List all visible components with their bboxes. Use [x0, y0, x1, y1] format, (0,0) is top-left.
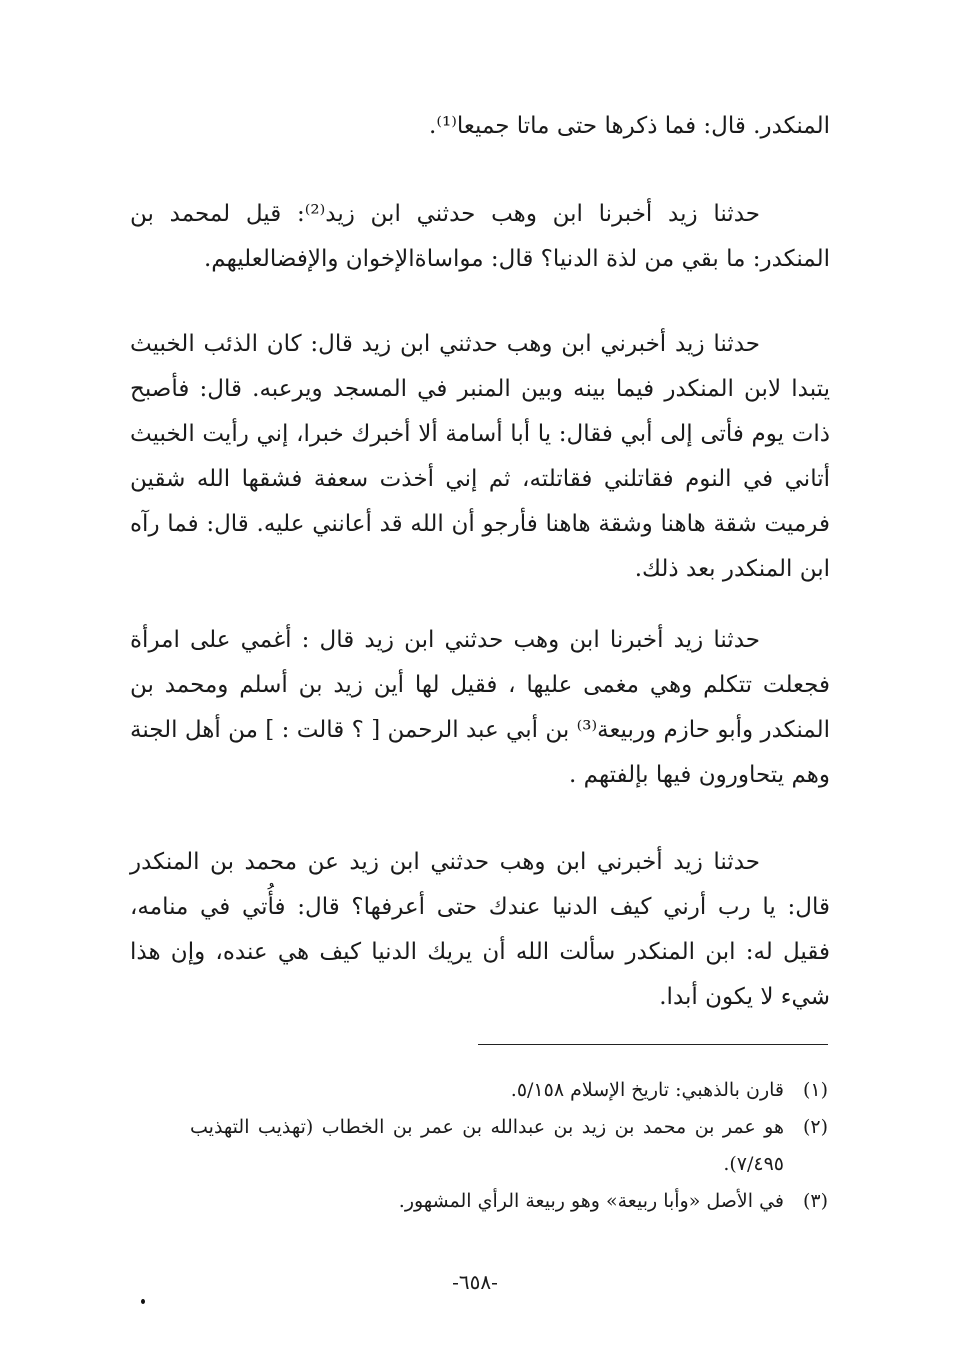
footnote-1: [190, 1072, 828, 1109]
footnote-text: في الأصل «وأبا ربيعة» وهو ربيعة الرأي المشهور.: [398, 1190, 784, 1212]
footnote-text: قارن بالذهبي: تاريخ الإسلام ٥/١٥٨.: [510, 1079, 784, 1101]
page-number: -٦٥٨-: [452, 1270, 498, 1294]
paragraph-5: [130, 840, 830, 1020]
footnote-number: (٢): [802, 1116, 828, 1138]
footnote-number: (١): [802, 1079, 828, 1101]
footnotes: [190, 1072, 828, 1220]
footnote-text: هو عمر بن محمد بن زيد بن عبدالله بن عمر بن الخطاب (تهذيب التهذيب ٧/٤٩٥).: [190, 1116, 784, 1175]
paragraph-text: المنكدر. قال: فما ذكرها حتى ماتا جميعا⁽¹⁾.: [429, 113, 830, 139]
paragraph-text: حدثنا زيد أخبرني ابن وهب حدثني ابن زيد عن محمد بن المنكدر قال: يا رب أرني كيف الدنيا عندك حتى أعرفها؟ قال: فأُتي في منامه، فقيل له: ابن المنكدر سألت الله أن يريك الدنيا كيف هي عنده، وإن هذا شيء لا يكون أبدا.: [130, 849, 830, 1010]
paragraph-text: حدثنا زيد أخبرنا ابن وهب حدثني ابن زيد قال : أغمي على امرأة فجعلت تتكلم وهي مغمى عليها ، فقيل لها أين زيد بن أسلم ومحمد بن المنكدر وأبو حازم وربيعة⁽³⁾ بن أبي عبد الرحمن [ ؟ قالت : ] من أهل الجنة وهم يتحاورون فيها بإلفتهم .: [130, 627, 830, 788]
footnote-separator: [478, 1044, 828, 1045]
footnote-2: [190, 1109, 828, 1183]
paragraph-3: [130, 322, 830, 592]
paragraph-continuation: [130, 104, 830, 149]
footnote-3: [190, 1183, 828, 1220]
paragraph-text: حدثنا زيد أخبرني ابن وهب حدثني ابن زيد قال: كان الذئب الخبيث يتبدا لابن المنكدر فيما بينه وبين المنبر في المسجد ويرعبه. قال: فأصبح ذات يوم فأتى إلى أبي فقال: يا أبا أسامة ألا أخبرك خبرا، إني رأيت الخبيث أتاني في النوم فقاتلني فقاتلته، ثم إني أخذت سعفة فشقها الله شقين فرميت شقة هاهنا وشقة هاهنا فأرجو أن الله قد أعانني عليه. قال: فما رآه ابن المنكدر بعد ذلك.: [130, 331, 830, 582]
footnote-number: (٣): [802, 1190, 828, 1212]
paragraph-2: [130, 192, 830, 282]
paragraph-4: [130, 618, 830, 798]
paragraph-text: حدثنا زيد أخبرنا ابن وهب حدثني ابن زيد⁽²⁾: قيل لمحمد بن المنكدر: ما بقي من لذة الدنيا؟ قال: مواساةالإخوان والإفضالعليهم.: [130, 201, 830, 272]
scan-speck: [141, 1299, 145, 1304]
